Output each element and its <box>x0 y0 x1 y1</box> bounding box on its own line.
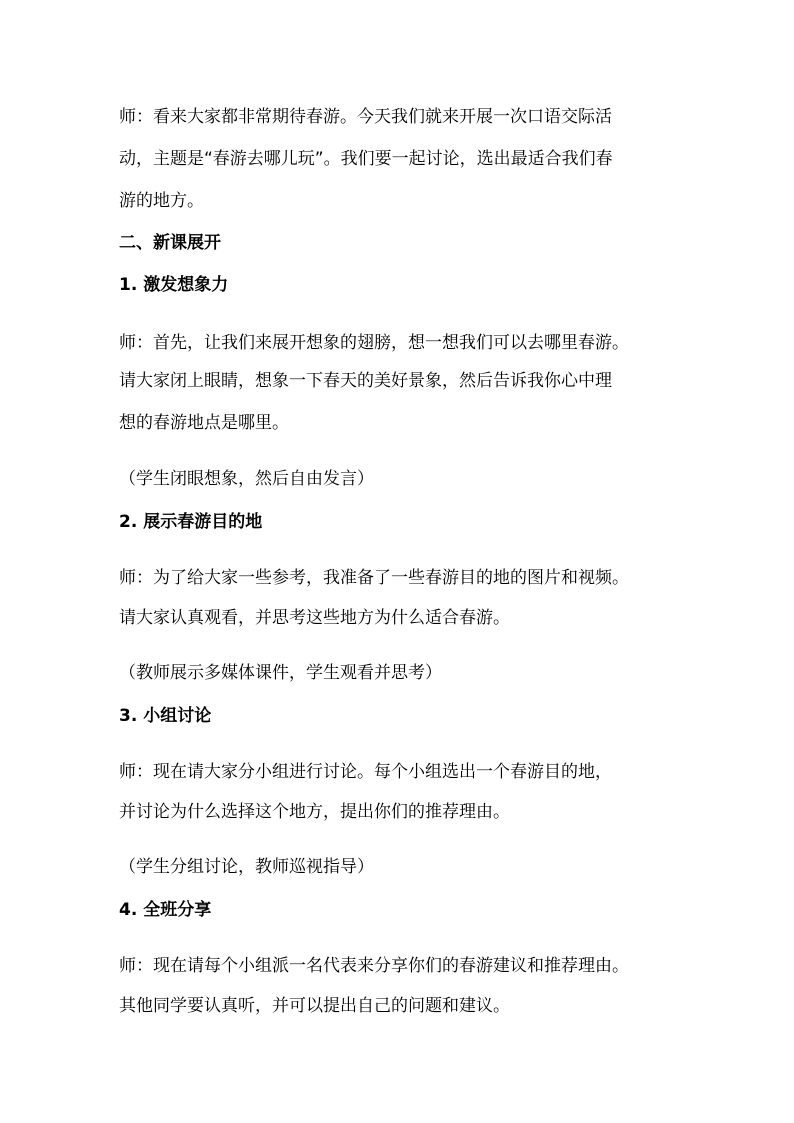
step-2-title: 2. 展示春游目的地 <box>119 512 263 532</box>
step-2-teacher-line-2: 请大家认真观看，并思考这些地方为什么适合春游。 <box>119 608 510 628</box>
intro-line-2: 动，主题是“春游去哪儿玩”。我们要一起讨论，选出最适合我们春 <box>119 149 613 169</box>
intro-line-1: 师：看来大家都非常期待春游。今天我们就来开展一次口语交际活 <box>119 107 612 127</box>
step-1-teacher-line-3: 想的春游地点是哪里。 <box>119 413 289 433</box>
step-2-teacher-line-1: 师：为了给大家一些参考，我准备了一些春游目的地的图片和视频。 <box>119 568 629 588</box>
step-4-teacher-line-2: 其他同学要认真听，并可以提出自己的问题和建议。 <box>119 996 510 1016</box>
step-1-note: （学生闭眼想象，然后自由发言） <box>119 469 374 489</box>
step-2-note: （教师展示多媒体课件，学生观看并思考） <box>119 663 442 683</box>
step-1-teacher-line-2: 请大家闭上眼睛，想象一下春天的美好景象，然后告诉我你心中理 <box>119 371 612 391</box>
step-1-teacher-line-1: 师：首先，让我们来展开想象的翅膀，想一想我们可以去哪里春游。 <box>119 333 629 353</box>
step-4-teacher-line-1: 师：现在请每个小组派一名代表来分享你们的春游建议和推荐理由。 <box>119 956 629 976</box>
intro-line-3: 游的地方。 <box>119 191 204 211</box>
step-4-title: 4. 全班分享 <box>119 900 212 920</box>
step-3-note: （学生分组讨论，教师巡视指导） <box>119 857 374 877</box>
step-1-title: 1. 激发想象力 <box>119 275 229 295</box>
step-3-teacher-line-2: 并讨论为什么选择这个地方，提出你们的推荐理由。 <box>119 802 510 822</box>
step-3-teacher-line-1: 师：现在请大家分小组进行讨论。每个小组选出一个春游目的地， <box>119 762 612 782</box>
section-heading: 二、新课展开 <box>119 233 221 253</box>
step-3-title: 3. 小组讨论 <box>119 706 212 726</box>
